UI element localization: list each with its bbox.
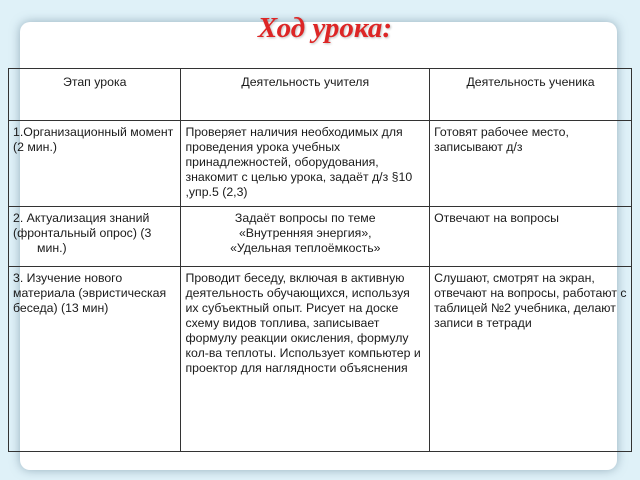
cell-teacher: Проводит беседу, включая в активную деятельность обучающихся, используя их субъектный опыт. Рисует на доске схему видов топлива, записывает формулу реакции окисления, формулу кол-ва теплоты. Использует компьютер и проектор для наглядности объяснения [181,267,430,452]
cell-student: Готовят рабочее место, записывают д/з [430,121,632,207]
cell-stage: 3. Изучение нового материала (эвристическая беседа) (13 мин) [9,267,181,452]
table-header-row [9,69,632,121]
cell-stage-line: (фронтальный опрос) (3 [13,226,152,240]
cell-stage-line: 2. Актуализация знаний [13,211,150,225]
header-teacher-activity: Деятельность учителя [181,69,430,121]
cell-student: Слушают, смотрят на экран, отвечают на вопросы, работают с таблицей №2 учебника, делают записи в тетради [430,267,632,452]
lesson-table [8,68,632,452]
table-row [9,207,632,267]
cell-teacher-line: «Удельная теплоёмкость» [230,241,381,255]
cell-stage-line: мин.) [37,241,67,255]
page-title: Ход урока: [257,12,393,44]
header-stage: Этап урока [9,69,181,121]
table-row [9,121,632,207]
cell-teacher: Проверяет наличия необходимых для проведения урока учебных принадлежностей, оборудования, знакомит с целью урока, задаёт д/з §10 ,упр.5 (2,3) [181,121,430,207]
cell-student: Отвечают на вопросы [430,207,632,267]
table-row [9,267,632,452]
cell-stage: 1.Организационный момент (2 мин.) [9,121,181,207]
cell-teacher [181,207,430,267]
header-student-activity: Деятельность ученика [430,69,632,121]
cell-teacher-line: Задаёт вопросы по теме [234,211,376,225]
cell-stage [9,207,181,267]
cell-teacher-line: «Внутренняя энергия», [238,226,372,240]
